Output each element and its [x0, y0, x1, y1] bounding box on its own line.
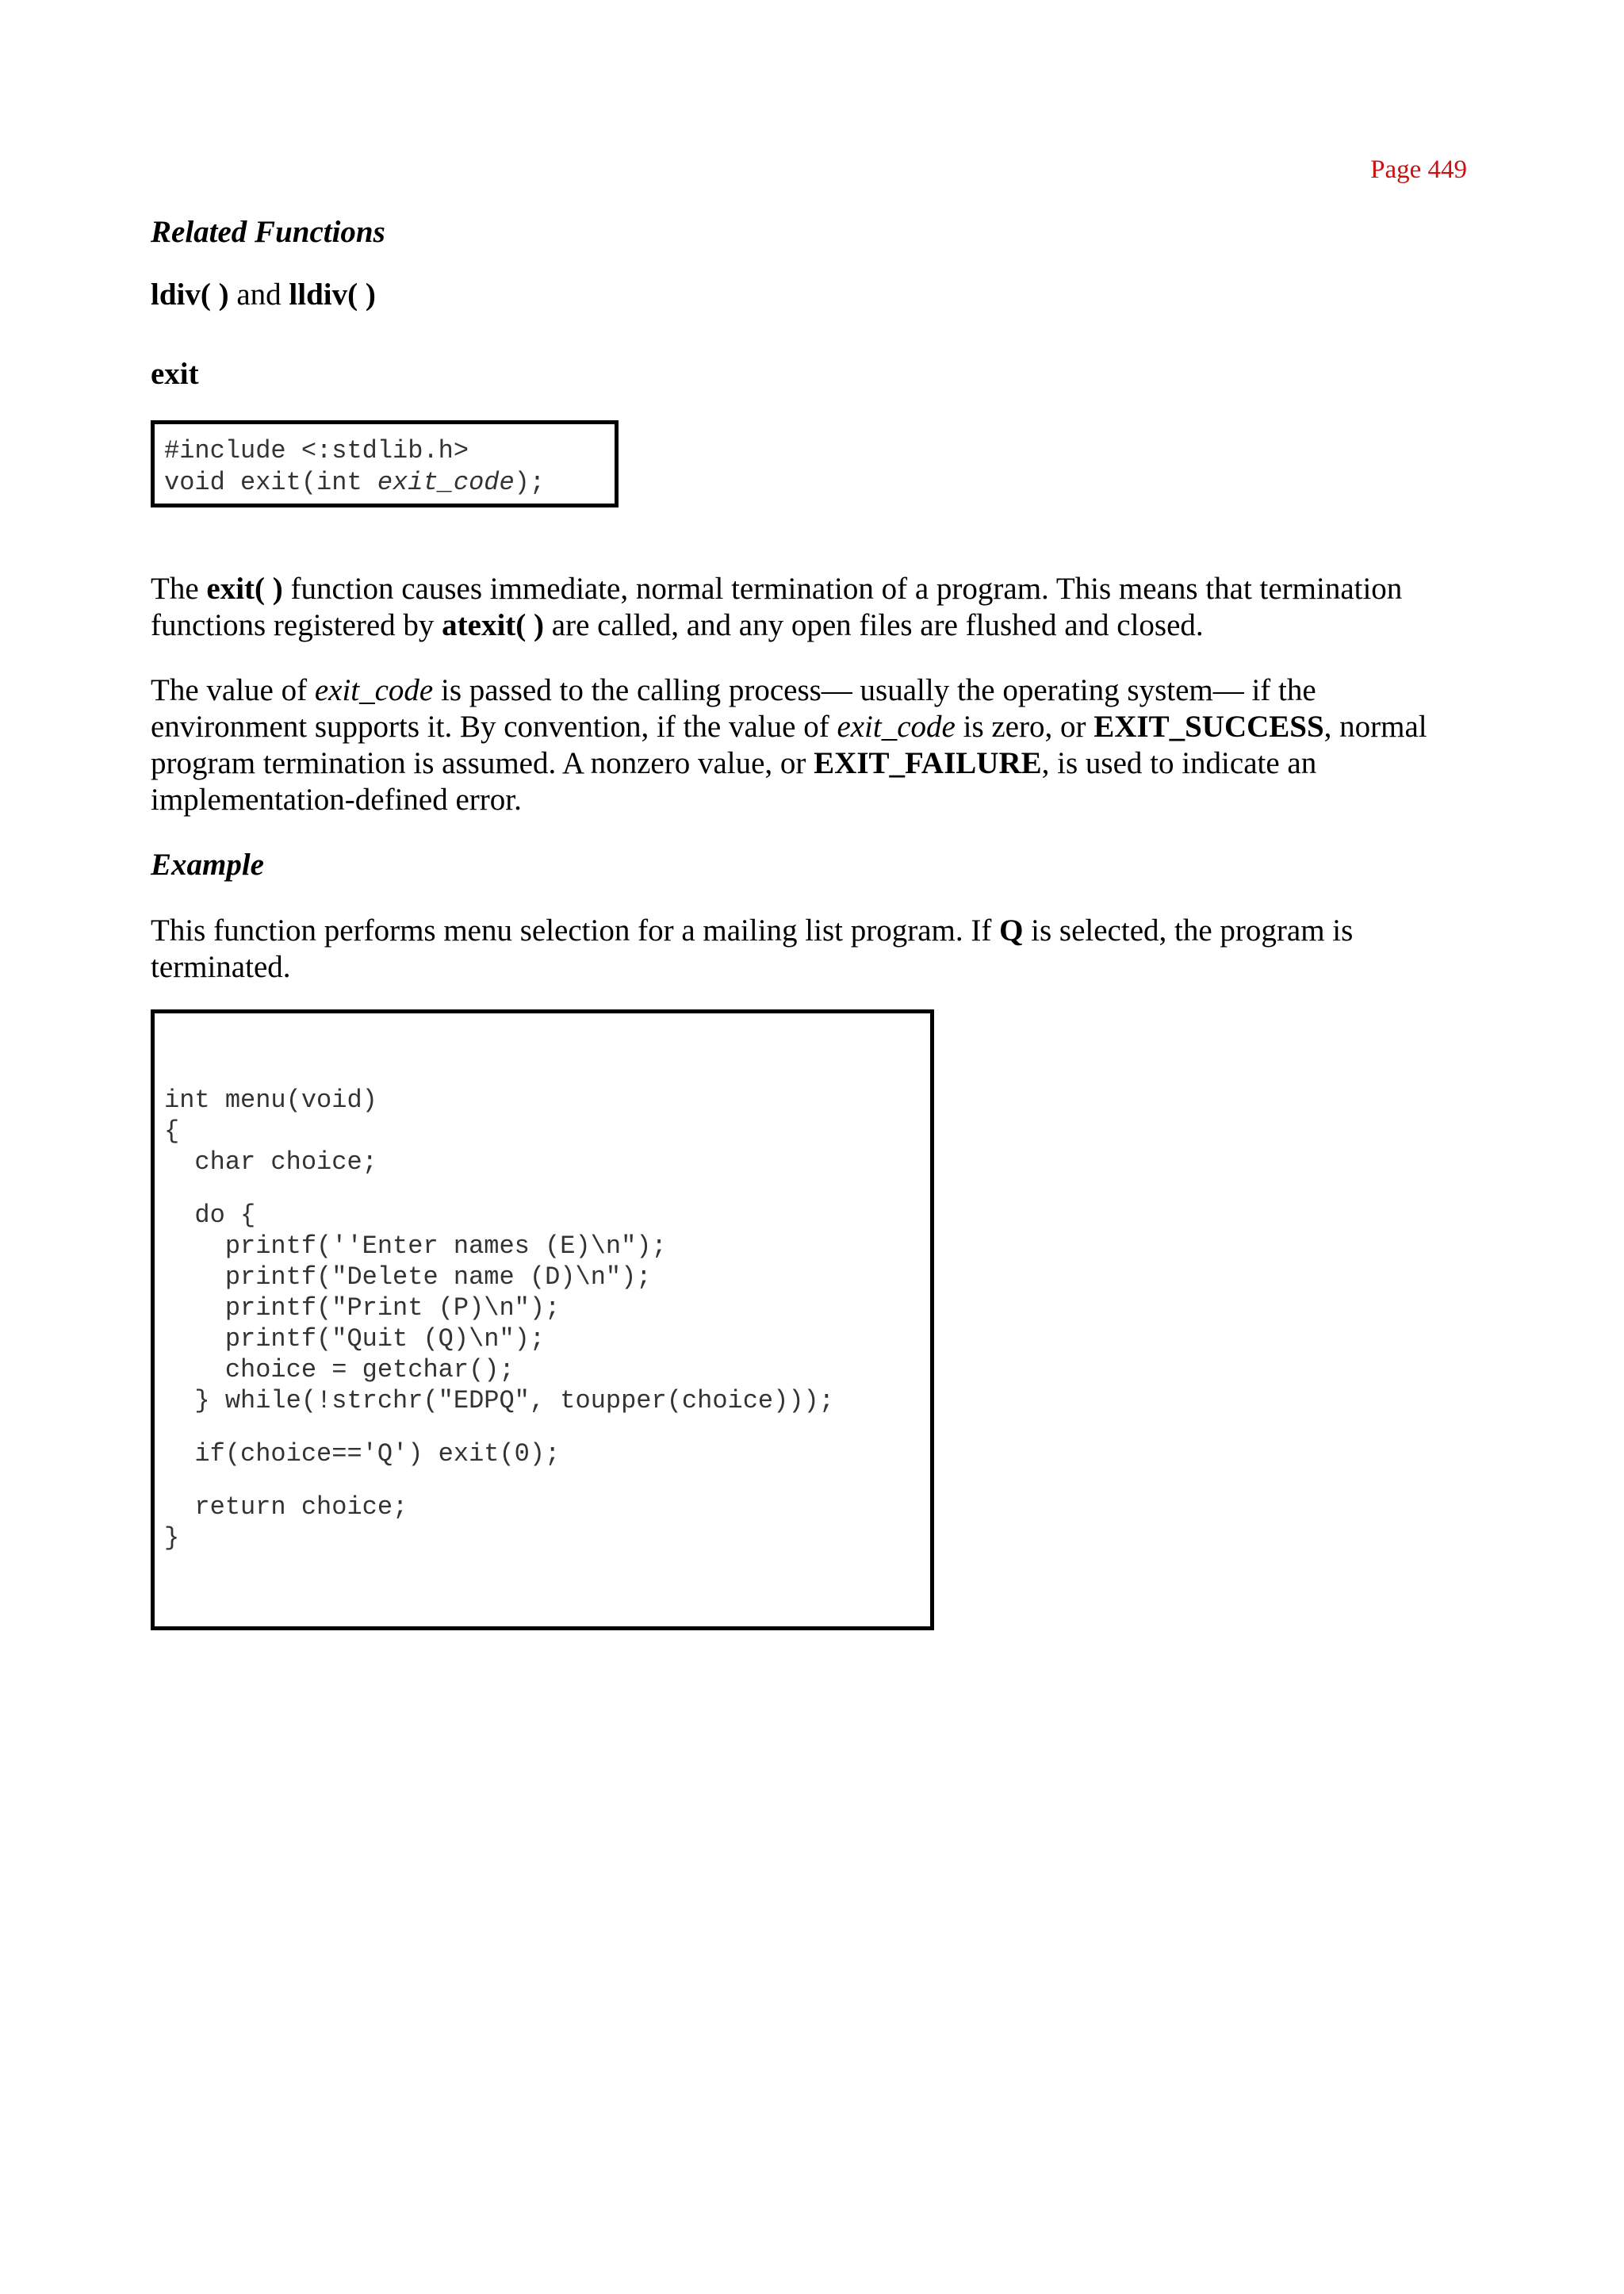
description-paragraph-1: The exit( ) function causes immediate, normal termination of a program. This means that termination functions registered by atexit( ) are called, and any open files are flushed and closed. [151, 572, 1403, 642]
code-line: } while(!strchr("EDPQ", toupper(choice))); [164, 1386, 834, 1415]
code-line: printf(''Enter names (E)\n"); [164, 1231, 667, 1261]
code-line: if(choice=='Q') exit(0); [164, 1439, 561, 1469]
code-line: choice = getchar(); [164, 1355, 515, 1384]
code-line: printf("Print (P)\n"); [164, 1293, 561, 1323]
signature-param: exit_code [377, 468, 515, 497]
code-line: char choice; [164, 1147, 377, 1177]
code-line [164, 1416, 921, 1438]
example-code [164, 1085, 921, 1553]
signature-box [151, 420, 619, 507]
related-functions-heading: Related Functions [151, 215, 385, 249]
signature-line-prototype: void exit(int exit_code); [164, 468, 546, 497]
signature-line-include: #include <:stdlib.h> [164, 436, 469, 465]
function-title: exit [151, 357, 199, 391]
code-line: printf("Quit (Q)\n"); [164, 1324, 546, 1354]
example-intro: This function performs menu selection for a mailing list program. If Q is selected, the program is terminated. [151, 913, 1354, 984]
related-function-lldiv: lldiv( ) [289, 278, 376, 312]
related-joiner: and [236, 278, 282, 312]
page-content [151, 214, 1467, 1630]
related-function-ldiv: ldiv( ) [151, 278, 229, 312]
example-heading: Example [151, 848, 264, 882]
code-line [164, 1178, 921, 1200]
page-number: Page 449 [1370, 155, 1467, 184]
code-line: { [164, 1116, 180, 1146]
code-line: printf("Delete name (D)\n"); [164, 1262, 652, 1292]
code-line: int menu(void) [164, 1086, 377, 1115]
code-line: } [164, 1523, 180, 1553]
code-line: return choice; [164, 1492, 408, 1522]
example-code-box [151, 1009, 934, 1630]
description-paragraph-2: The value of exit_code is passed to the calling process— usually the operating system— if the environment supports it. By convention, if the value of exit_code is zero, or EXIT_SUCCESS, normal program termination is assumed. A nonzero value, or EXIT_FAILURE, is used to indicate an implementation-defined error. [151, 673, 1427, 817]
code-line [164, 1469, 921, 1492]
related-functions-list [151, 277, 1467, 312]
code-line: do { [164, 1201, 256, 1230]
